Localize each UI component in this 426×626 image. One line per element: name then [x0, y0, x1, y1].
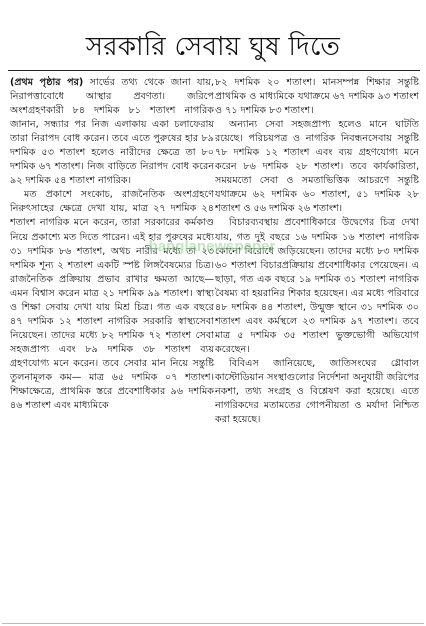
article-column-right: [215, 76, 419, 624]
article-paragraph: অন্যান্য সেবা সহজপ্রাপ্য হলেও মানে ঘাটতি রয়েছে। পরিচয়পত্র ও নাগরিক নিবন্ধনসেবায় সন্তুষ্টি ৭৮ দশমিক ১২ শতাংশ এবং ব্যয় গ্রহণযোগ্য মনে করেন ৮৬ দশমিক ২৮ শতাংশ। তবে কার্যকারিতা, সময়মতো সেবা ও সমতাভিত্তিক আচরণে সন্তুষ্টি যথাক্রমে ৬২ দশমিক ৬০ শতাংশ, ৫১ দশমিক ২৮ শতাংশ ও ৫৬ দশমিক ২৬ শতাংশ।: [215, 119, 419, 215]
article-paragraph: বিচারব্যবস্থায় প্রবেশাধিকারে উদ্বেগের চিত্র দেখা যায়, গত দুই বছরে ১৬ দশমিক ১৬ শতাংশ নাগরিক কোনো বিরোধে জড়িয়েছেন। তাদের মধ্যে ৮৩ দশমিক ৬০ শতাংশ বিচারপ্রক্রিয়ায় প্রবেশাধিকার পেয়েছেন। এ ছাড়া, গত এক বছরে ১৯ দশমিক ৩১ শতাংশ নাগরিক বৈষম্য বা হয়রানির শিকার হয়েছেন। এর মধ্যে পরিবারে ৪৮ দশমিক ৪৪ শতাংশ, উন্মুক্ত স্থানে ৩১ দশমিক ৩০ শতাংশ এবং কর্মস্থলে ২৩ দশমিক ৯৭ শতাংশ। তবে মাত্র ৫ দশমিক ৩৫ শতাংশ ভুক্তভোগী অভিযোগ করেছেন।: [215, 217, 419, 355]
clipping-bottom-edge: [2, 623, 424, 624]
watermark: banglanewspaper: [148, 238, 276, 255]
article-column-left: [10, 76, 214, 624]
article-paragraph: ৮২ দশমিক ২০ শতাংশ। মানসম্পন্ন শিক্ষার সন্তুষ্টি প্রাথমিক ও মাধ্যমিকে যথাক্রমে ৬৭ দশমিক ৯৩ শতাংশ ও ৭১ দশমিক ৮৩ শতাংশ।: [215, 77, 419, 117]
article-paragraph: বিবিএস জানিয়েছে, জাতিসংঘের গ্লোবাল কাস্টোডিয়ান সংস্থাগুলোর নির্দেশনা অনুযায়ী জরিপের নকশা, তথ্য সংগ্রহ ও বিশ্লেষণ করা হয়েছে। এতে নাগরিকদের মতামতের গোপনীয়তা ও মর্যাদা নিশ্চিত করা হয়েছে।: [215, 357, 419, 426]
article-paragraph: মত প্রকাশে সংকোচ, রাজনৈতিক অংশগ্রহণে নিরুৎসাহের ক্ষেত্রে দেখা যায়, মাত্র ২৭ দশমিক ২৪ শতাংশ নাগরিক মনে করেন, তারা সরকারের কর্মকাণ্ড নিয়ে প্রকাশ্যে মত দিতে পারেন। এই হার পুরুষের মধ্যে ৩১ দশমিক ৮৬ শতাংশ, অথচ নারীর মধ্যে তা ২৩ দশমিক শূন্য ২ শতাংশ একটি স্পষ্ট লিঙ্গবৈষম্যের চিত্র। রাজনৈতিক প্রক্রিয়ায় প্রভাব রাখার ক্ষমতা আছে— এমন বিশ্বাস করেন মাত্র ২১ দশমিক ৯৯ শতাংশ। স্বাস্থ্য ও শিক্ষা সেবায় দেখা যায় মিশ্র চিত্র। গত এক বছরে ৪৭ দশমিক ১২ শতাংশ নাগরিক সরকারি স্বাস্থ্যসেবা নিয়েছেন। তাদের মধ্যে ৮২ দশমিক ৭২ শতাংশ সেবা সহজপ্রাপ্য এবং ৮৯ দশমিক ৩৮ শতাংশ ব্যয় গ্রহণযোগ্য মনে করেন। তবে সেবার মান নিয়ে সন্তুষ্টি তুলনামূলক কম— মাত্র ৬৫ দশমিক ০৭ শতাংশ। শিক্ষাক্ষেত্রে, প্রাথমিক স্তরে প্রবেশাধিকার ৯৬ দশমিক ৪৬ শতাংশ এবং মাধ্যমিকে: [10, 189, 214, 412]
article-paragraph-text: সার্ভের তথ্য থেকে জানা যায়, নিরাপত্তাবোধে আস্থার প্রবণতা। জরিপে অংশগ্রহণকারী ৮৪ দশমিক ৮১ শতাংশ নাগরিক জানান, সন্ধ্যার পর নিজ এলাকায় একা চলাফেরায় তারা নিরাপদ বোধ করেন। তবে এতে পুরুষের হার ৮৯ দশমিক ৫৩ শতাংশ হলেও নারীদের ক্ষেত্রে তা ৮০ দশমিক ৬৭ শতাংশ। নিজ বাড়িতে নিরাপদ বোধ করেন ৯২ দশমিক ৫৪ শতাংশ নাগরিক।: [10, 77, 214, 187]
headline-divider: [8, 70, 420, 71]
article-paragraph: [10, 76, 214, 188]
article-headline: সরকারি সেবায় ঘুষ দিতে: [85, 32, 341, 62]
article-kicker: (প্রথম পৃষ্ঠার পর): [10, 77, 84, 88]
